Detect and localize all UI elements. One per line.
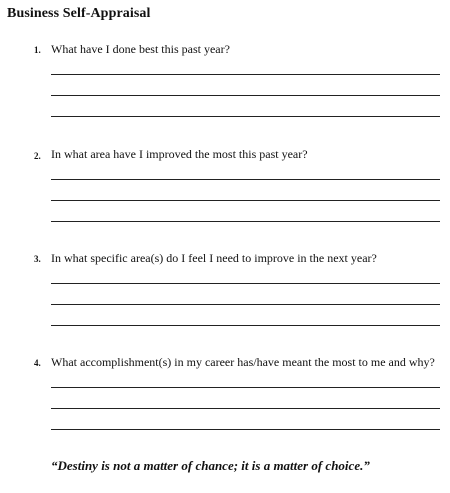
answer-line[interactable] <box>51 200 440 201</box>
question-text: What have I done best this past year? <box>51 42 230 56</box>
question-number: 2. <box>34 151 41 161</box>
question-text: In what area have I improved the most this past year? <box>51 147 308 161</box>
answer-line[interactable] <box>51 325 440 326</box>
answer-line[interactable] <box>51 429 440 430</box>
answer-line[interactable] <box>51 283 440 284</box>
page-title: Business Self-Appraisal <box>7 6 151 21</box>
answer-line[interactable] <box>51 408 440 409</box>
answer-line[interactable] <box>51 179 440 180</box>
answer-line[interactable] <box>51 221 440 222</box>
question-number: 3. <box>34 254 41 264</box>
answer-line[interactable] <box>51 387 440 388</box>
question-text: In what specific area(s) do I feel I need to improve in the next year? <box>51 251 377 265</box>
answer-line[interactable] <box>51 74 440 75</box>
answer-line[interactable] <box>51 304 440 305</box>
question-text: What accomplishment(s) in my career has/have meant the most to me and why? <box>51 355 435 369</box>
question-number: 4. <box>34 358 41 368</box>
question-number: 1. <box>34 45 41 55</box>
answer-line[interactable] <box>51 116 440 117</box>
closing-quote: “Destiny is not a matter of chance; it is a matter of choice.” <box>51 458 370 473</box>
answer-line[interactable] <box>51 95 440 96</box>
